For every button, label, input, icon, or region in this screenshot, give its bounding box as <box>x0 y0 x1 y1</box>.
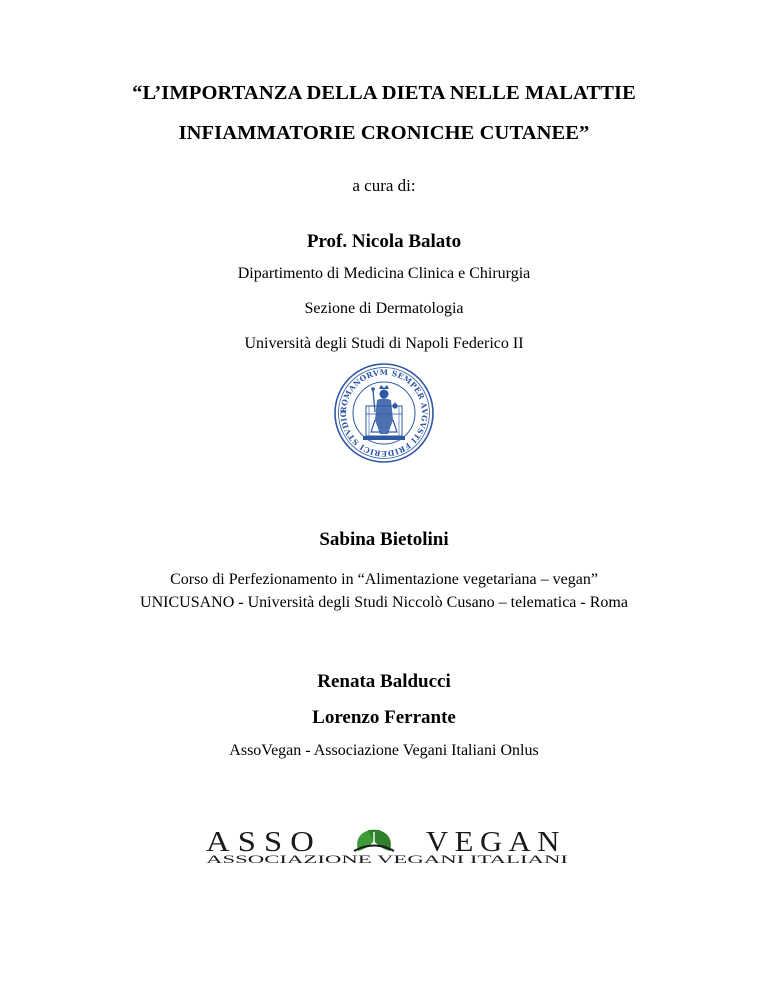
assovegan-logo-icon <box>204 824 570 864</box>
author-3-name: Renata Balducci <box>317 671 451 692</box>
logo-subtitle: ASSOCIAZIONE VEGANI ITALIANI <box>206 854 569 864</box>
title-line-1: “L’IMPORTANZA DELLA DIETA NELLE MALATTIE <box>132 82 636 104</box>
author-2-name: Sabina Bietolini <box>319 529 449 550</box>
author-1-affiliation-3: Università degli Studi di Napoli Federico II <box>244 335 524 352</box>
author-4-affiliation: AssoVegan - Associazione Vegani Italiani Onlus <box>229 742 539 759</box>
logo-word-right: VEGAN <box>426 827 566 858</box>
author-4-name: Lorenzo Ferrante <box>312 707 456 728</box>
author-1-affiliation-1: Dipartimento di Medicina Clinica e Chirurgia <box>237 265 531 282</box>
author-1-affiliation-2: Sezione di Dermatologia <box>304 300 464 317</box>
seal-ring-text: ROMANORVM SEMPER AVGVSTI FRIDERICI STVDIO <box>338 367 430 459</box>
logo-word-left: ASSO <box>206 827 322 858</box>
title-line-2: INFIAMMATORIE CRONICHE CUTANEE” <box>178 122 590 144</box>
author-2-affiliation-2: UNICUSANO - Università degli Studi Niccolò Cusano – telematica - Roma <box>140 594 628 611</box>
author-1-name: Prof. Nicola Balato <box>306 231 462 252</box>
university-seal-icon <box>333 362 435 464</box>
author-2-affiliation-1: Corso di Perfezionamento in “Alimentazione vegetariana – vegan” <box>170 571 598 588</box>
edited-by-label: a cura di: <box>352 176 416 195</box>
